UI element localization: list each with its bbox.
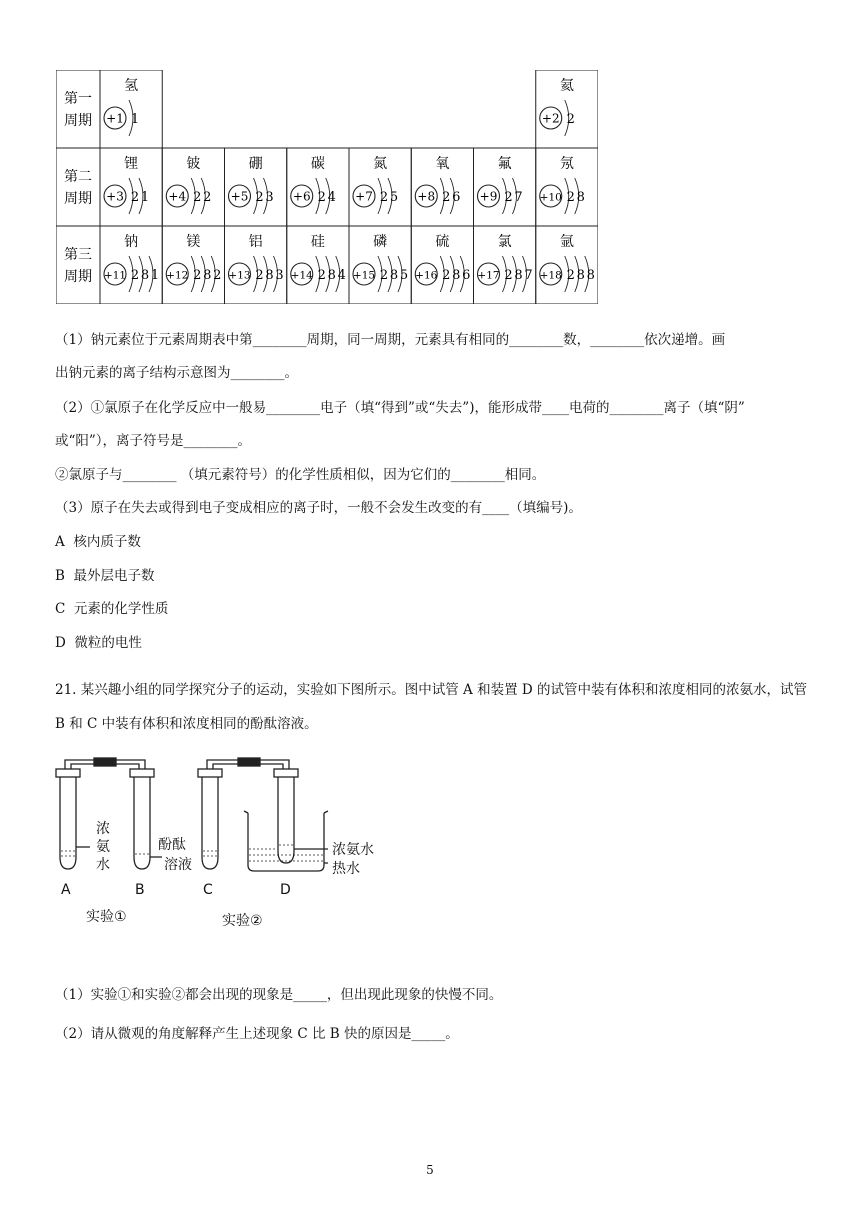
shell-electron-count: 2 bbox=[193, 190, 202, 205]
nucleus-charge: +10 bbox=[539, 191, 562, 204]
shell-electron-count: 8 bbox=[514, 268, 523, 283]
shell-electron-count: 2 bbox=[566, 190, 575, 205]
nucleus-charge: +13 bbox=[228, 269, 251, 282]
shell-electron-count: 2 bbox=[317, 190, 326, 205]
element-name: 硫 bbox=[435, 234, 450, 250]
element-name: 氩 bbox=[559, 234, 574, 250]
element-name: 锂 bbox=[124, 156, 139, 172]
shell-electron-count: 2 bbox=[317, 268, 326, 283]
element-cell bbox=[228, 234, 283, 292]
nucleus-charge: +7 bbox=[355, 189, 373, 204]
shell-electron-count: 8 bbox=[586, 268, 595, 283]
shell-electron-count: 8 bbox=[576, 268, 585, 283]
element-cell bbox=[540, 234, 595, 292]
nucleus-charge: +6 bbox=[292, 189, 311, 204]
shell-electron-count: 2 bbox=[255, 190, 264, 205]
element-cell bbox=[104, 233, 159, 292]
element-name: 碳 bbox=[310, 156, 325, 172]
shell-electron-count: 2 bbox=[379, 190, 389, 205]
element-cell bbox=[353, 156, 398, 214]
shell-electron-count: 6 bbox=[462, 268, 471, 283]
period-label: 第一 bbox=[64, 91, 92, 107]
nucleus-charge: +15 bbox=[352, 269, 376, 282]
shell-electron-count: 2 bbox=[193, 268, 202, 283]
nucleus-charge: +9 bbox=[479, 189, 498, 204]
nucleus-charge: +14 bbox=[290, 269, 313, 282]
element-name: 氦 bbox=[559, 78, 574, 94]
element-name: 硅 bbox=[310, 234, 325, 250]
shell-electron-count: 2 bbox=[442, 190, 451, 205]
shell-electron-count: 6 bbox=[452, 190, 461, 205]
nucleus-charge: +8 bbox=[417, 189, 436, 204]
element-cell bbox=[104, 78, 139, 136]
label-c: C bbox=[203, 882, 213, 898]
element-cell bbox=[477, 234, 532, 292]
period-label: 第二 bbox=[64, 169, 92, 185]
element-name: 氢 bbox=[124, 78, 139, 94]
element-name: 镁 bbox=[186, 234, 201, 250]
phenolphthalein-label-2: 溶液 bbox=[164, 857, 192, 873]
shell-electron-count: 2 bbox=[255, 268, 264, 283]
q20-part2-line2: 或“阳”），离子符号是________。 bbox=[55, 433, 252, 449]
element-name: 氧 bbox=[435, 156, 450, 172]
shell-electron-count: 2 bbox=[130, 190, 140, 205]
element-name: 磷 bbox=[373, 234, 388, 250]
shell-electron-count: 2 bbox=[566, 268, 575, 283]
experiment-figure bbox=[46, 757, 396, 937]
element-cell bbox=[540, 78, 575, 136]
q20-part2-line3: ②氯原子与________ （填元素符号）的化学性质相似，因为它们的________相同。 bbox=[55, 467, 546, 483]
label-d: D bbox=[280, 882, 291, 898]
option-d: D 微粒的电性 bbox=[55, 635, 142, 651]
element-name: 铝 bbox=[248, 234, 263, 250]
shell-electron-count: 2 bbox=[130, 268, 140, 283]
shell-electron-count: 7 bbox=[514, 190, 523, 205]
element-cell bbox=[478, 156, 523, 214]
element-name: 硼 bbox=[248, 156, 263, 172]
nucleus-charge: +17 bbox=[477, 269, 500, 282]
element-cell bbox=[353, 233, 408, 292]
nucleus-charge: +12 bbox=[166, 269, 189, 282]
period-label: 周期 bbox=[64, 113, 92, 129]
q20-part1-line1: （1）钠元素位于元素周期表中第________周期，同一周期，元素具有相同的________数，________依次递增。画 bbox=[55, 332, 726, 348]
q21-part1: （1）实验①和实验②都会出现的现象是_____，但出现此现象的快慢不同。 bbox=[55, 987, 503, 1003]
page-number: 5 bbox=[426, 1163, 434, 1177]
nucleus-charge: +18 bbox=[539, 269, 562, 282]
q20-part1-line2: 出钠元素的离子结构示意图为________。 bbox=[55, 365, 298, 381]
conc-ammonia-label: 浓氨水 bbox=[96, 821, 110, 873]
nucleus-charge: +2 bbox=[541, 111, 560, 126]
q21-part2: （2）请从微观的角度解释产生上述现象 C 比 B 快的原因是_____。 bbox=[55, 1026, 459, 1042]
nucleus-charge: +3 bbox=[106, 189, 124, 204]
nucleus-charge: +16 bbox=[415, 269, 438, 282]
shell-electron-count: 1 bbox=[130, 112, 140, 127]
shell-electron-count: 1 bbox=[140, 190, 150, 205]
shell-electron-count: 3 bbox=[265, 190, 274, 205]
shell-electron-count: 4 bbox=[327, 190, 336, 205]
element-cell bbox=[166, 234, 221, 292]
shell-electron-count: 8 bbox=[327, 268, 336, 283]
shell-electron-count: 8 bbox=[389, 268, 399, 283]
period-label: 周期 bbox=[64, 191, 92, 207]
element-cell bbox=[415, 234, 470, 292]
shell-electron-count: 2 bbox=[504, 190, 513, 205]
element-name: 铍 bbox=[186, 156, 201, 172]
shell-electron-count: 2 bbox=[504, 268, 513, 283]
shell-electron-count: 5 bbox=[389, 190, 399, 205]
experiment-1-label: 实验① bbox=[86, 909, 127, 925]
element-cell bbox=[540, 156, 585, 214]
q20-part3: （3）原子在失去或得到电子变成相应的离子时，一般不会发生改变的有____（填编号)。 bbox=[55, 500, 582, 516]
shell-electron-count: 3 bbox=[275, 268, 284, 283]
nucleus-charge: +5 bbox=[230, 189, 249, 204]
label-a: A bbox=[61, 882, 71, 898]
q21-stem: 21. 某兴趣小组的同学探究分子的运动，实验如下图所示。图中试管 A 和装置 D 的试管中装有体积和浓度相同的浓氨水，试管 B 和 C 中装有体积和浓度相同的酚酞溶液。 bbox=[55, 682, 807, 732]
shell-electron-count: 5 bbox=[399, 268, 409, 283]
element-name: 钠 bbox=[124, 234, 139, 250]
shell-electron-count: 8 bbox=[265, 268, 274, 283]
shell-electron-count: 8 bbox=[203, 268, 212, 283]
shell-electron-count: 2 bbox=[213, 268, 222, 283]
element-name: 氖 bbox=[559, 156, 574, 172]
shell-electron-count: 1 bbox=[150, 268, 160, 283]
experiment-2-label: 实验② bbox=[222, 913, 263, 929]
phenolphthalein-label-1: 酚酞 bbox=[158, 837, 186, 853]
shell-electron-count: 2 bbox=[379, 268, 389, 283]
element-cell bbox=[104, 155, 149, 214]
element-cell bbox=[415, 156, 460, 214]
shell-electron-count: 7 bbox=[524, 268, 533, 283]
shell-electron-count: 8 bbox=[452, 268, 461, 283]
beaker-label-ammonia: 浓氨水 bbox=[332, 842, 374, 858]
nucleus-charge: +11 bbox=[103, 269, 127, 282]
element-name: 氯 bbox=[497, 234, 512, 250]
nucleus-charge: +1 bbox=[106, 111, 124, 126]
option-c: C 元素的化学性质 bbox=[55, 601, 169, 617]
element-name: 氮 bbox=[373, 156, 388, 172]
element-name: 氟 bbox=[497, 156, 512, 172]
beaker-label-hot-water: 热水 bbox=[332, 861, 360, 877]
period-label: 周期 bbox=[64, 269, 92, 285]
period-label: 第三 bbox=[64, 247, 92, 263]
shell-electron-count: 4 bbox=[337, 268, 346, 283]
q20-part2-line1: （2）①氯原子在化学反应中一般易________电子（填“得到”或“失去”)，能形成带____电荷的________离子（填“阴” bbox=[55, 400, 745, 416]
shell-electron-count: 8 bbox=[576, 190, 585, 205]
element-cell bbox=[291, 156, 336, 214]
shell-electron-count: 2 bbox=[442, 268, 451, 283]
option-a: A 核内质子数 bbox=[55, 534, 141, 550]
nucleus-charge: +4 bbox=[168, 189, 187, 204]
shell-electron-count: 8 bbox=[140, 268, 150, 283]
label-b: B bbox=[135, 882, 145, 898]
periodic-table bbox=[56, 70, 598, 304]
shell-electron-count: 2 bbox=[566, 112, 575, 127]
element-cell bbox=[229, 156, 274, 214]
shell-electron-count: 2 bbox=[203, 190, 212, 205]
option-b: B 最外层电子数 bbox=[55, 568, 155, 584]
element-cell bbox=[291, 234, 346, 292]
element-cell bbox=[166, 156, 211, 214]
